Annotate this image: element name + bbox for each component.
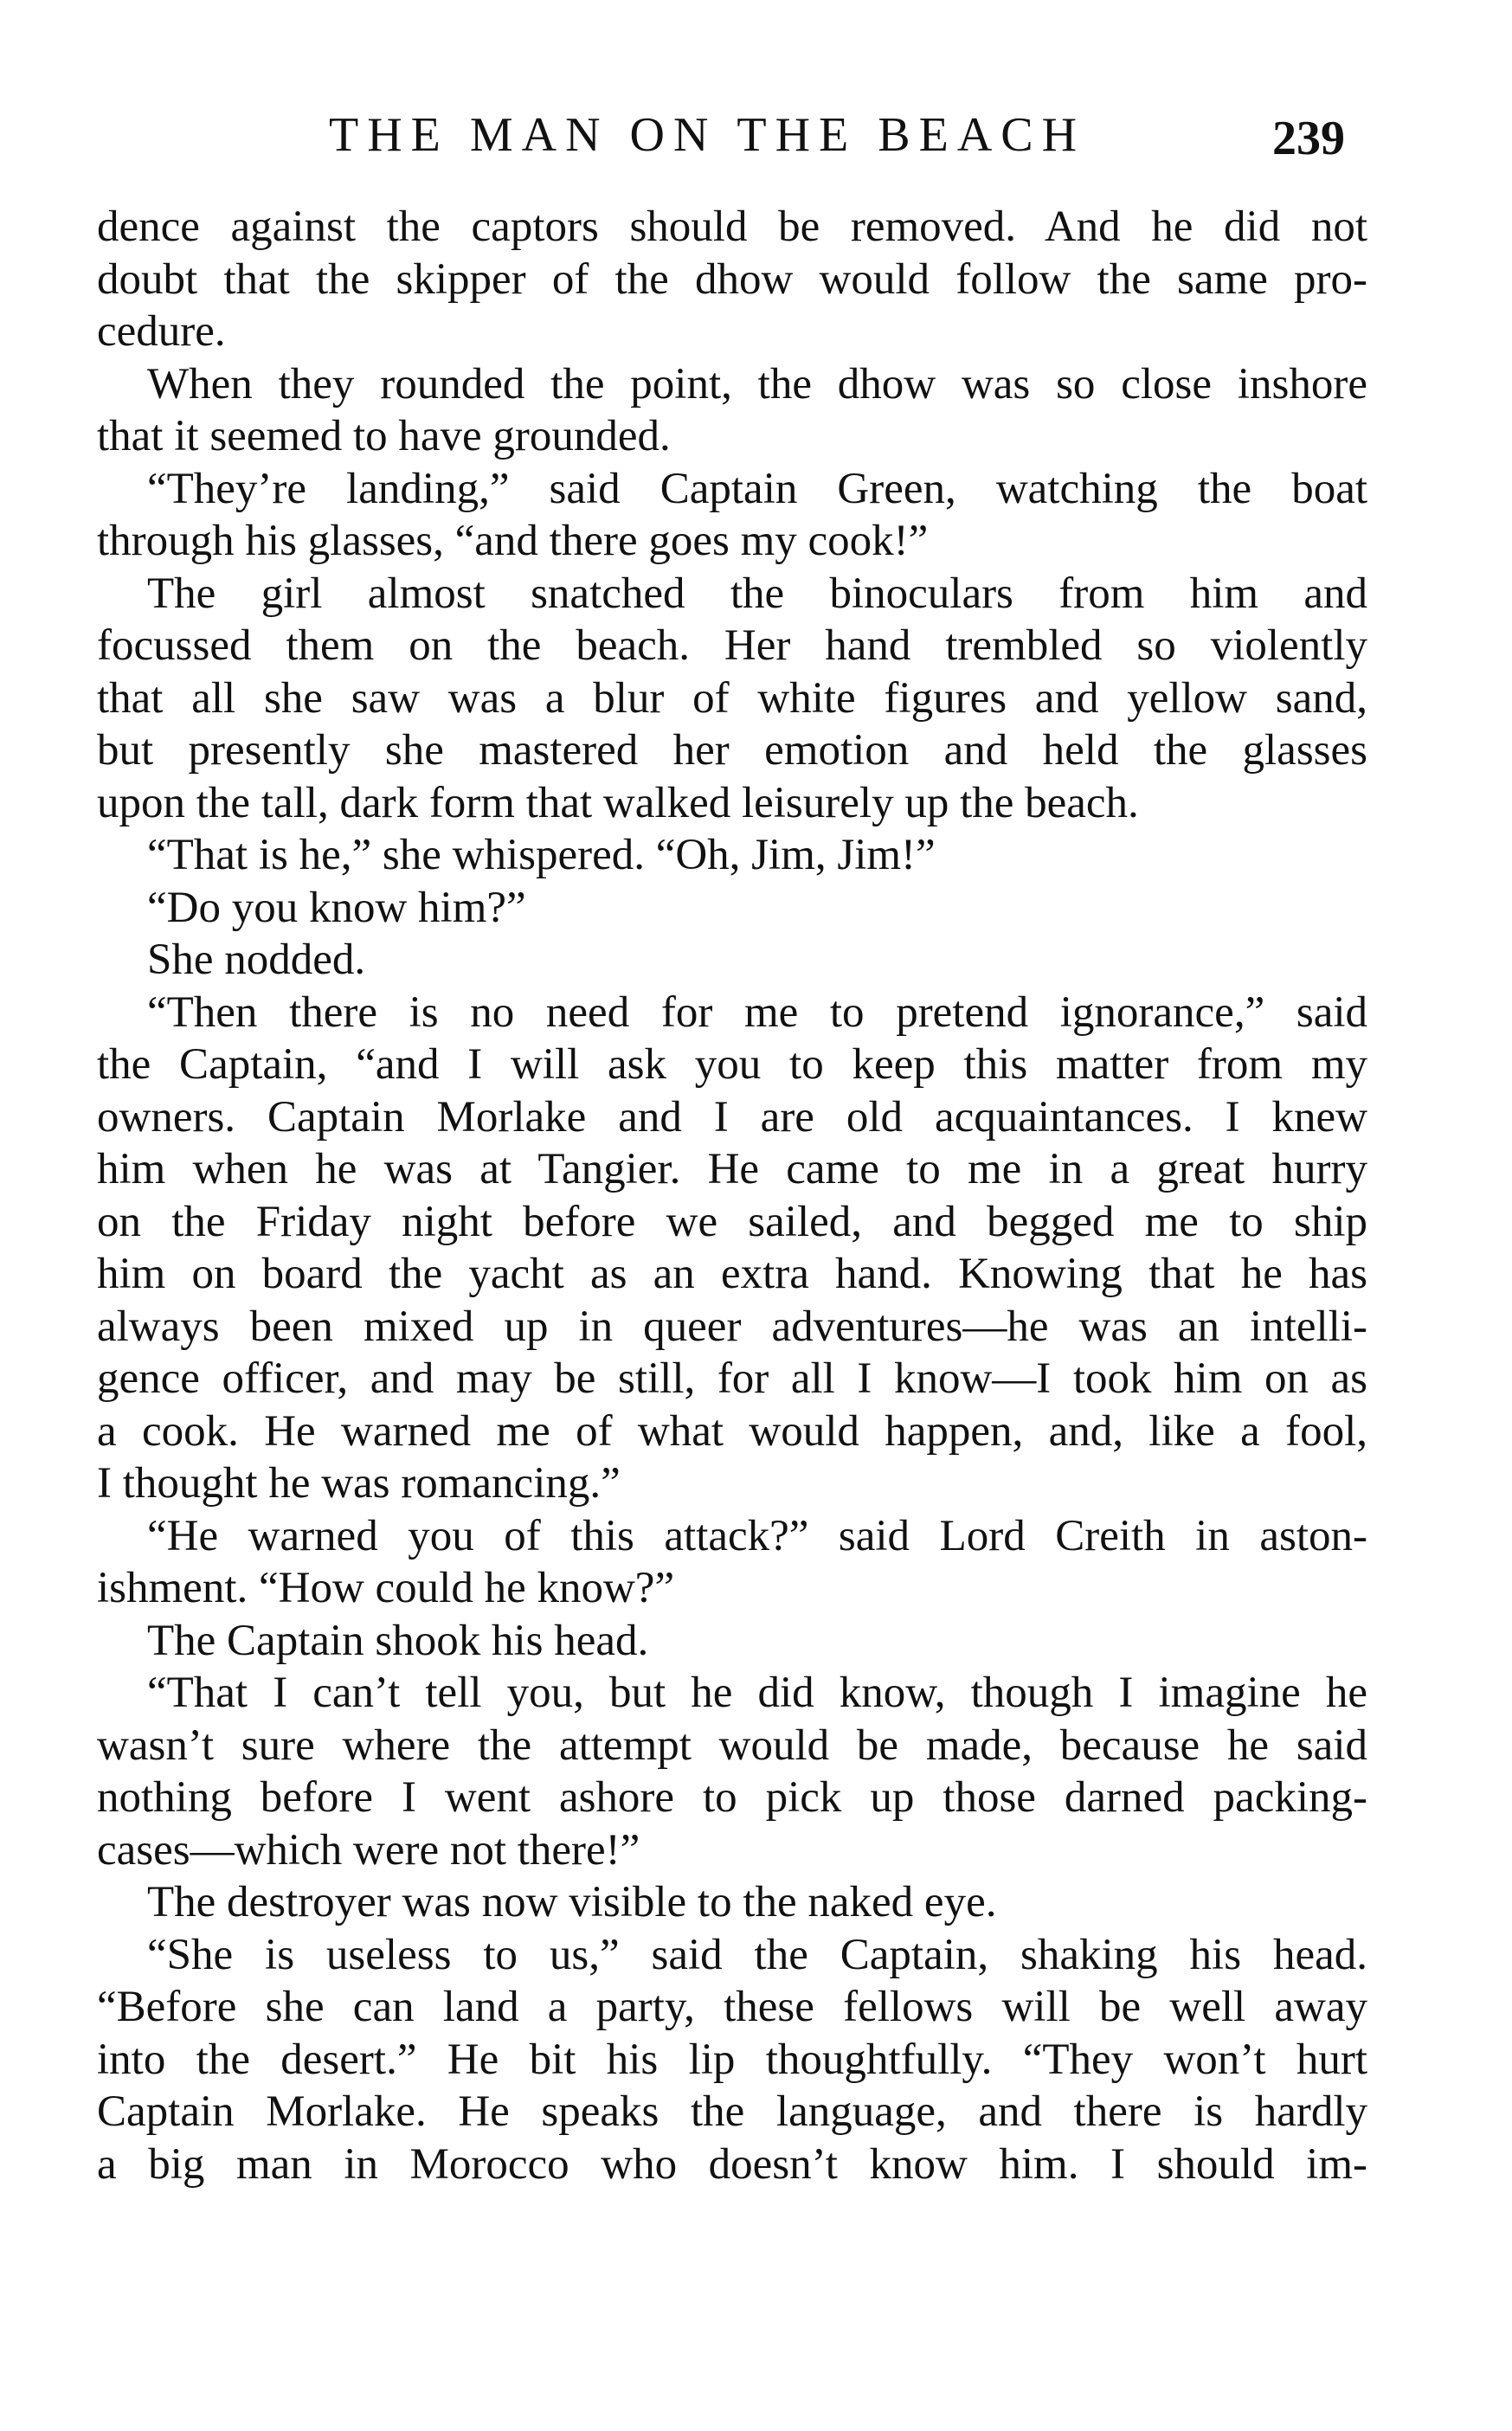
text-line: doubt that the skipper of the dhow would follow the same pro-: [97, 254, 1367, 304]
text-line: The girl almost snatched the binoculars from him and: [147, 569, 1367, 618]
text-line: but presently she mastered her emotion and held the glasses: [97, 726, 1367, 775]
text-line: dence against the captors should be removed. And he did not: [97, 203, 1367, 251]
text-line: The Captain shook his head.: [147, 1616, 649, 1665]
text-line: him when he was at Tangier. He came to me in a great hurry: [97, 1145, 1367, 1193]
body-text: [97, 201, 1367, 2190]
text-line: “Before she can land a party, these fellows will be well away: [97, 1983, 1367, 2031]
text-line: wasn’t sure where the attempt would be made, because he said: [97, 1720, 1367, 1770]
text-line: When they rounded the point, the dhow was so close inshore: [147, 359, 1367, 408]
text-line: a big man in Morocco who doesn’t know him. I should im-: [97, 2139, 1367, 2189]
text-line: ishment. “How could he know?”: [97, 1564, 675, 1612]
text-line: a cook. He warned me of what would happen, and, like a fool,: [97, 1406, 1367, 1456]
text-line: that all she saw was a blur of white figures and yellow sand,: [97, 673, 1367, 723]
text-line: cases—which were not there!”: [97, 1825, 640, 1875]
text-line: She nodded.: [147, 936, 366, 984]
text-line: owners. Captain Morlake and I are old acquaintances. I knew: [97, 1092, 1367, 1142]
text-line: upon the tall, dark form that walked leisurely up the beach.: [97, 778, 1139, 827]
text-line: “That I can’t tell you, but he did know, though I imagine he: [147, 1669, 1367, 1717]
text-line: “That is he,” she whispered. “Oh, Jim, Jim!”: [147, 831, 936, 879]
text-line: “Then there is no need for me to pretend ignorance,” said: [147, 987, 1367, 1037]
text-line: on the Friday night before we sailed, and begged me to ship: [97, 1197, 1367, 1246]
text-line: gence officer, and may be still, for all I know—I took him on as: [97, 1354, 1367, 1403]
text-line: always been mixed up in queer adventures—he was an intelli-: [97, 1302, 1367, 1351]
text-line: through his glasses, “and there goes my cook!”: [97, 517, 929, 565]
text-line: Captain Morlake. He speaks the language, and there is hardly: [97, 2087, 1367, 2136]
text-line: him on board the yacht as an extra hand. Knowing that he has: [97, 1250, 1367, 1298]
text-line: “Do you know him?”: [147, 883, 526, 932]
text-line: focussed them on the beach. Her hand trembled so violently: [97, 621, 1367, 670]
page-number: 239: [1272, 112, 1345, 165]
text-line: into the desert.” He bit his lip thoughtfully. “They won’t hurt: [97, 2035, 1367, 2084]
text-line: I thought he was romancing.”: [97, 1459, 621, 1508]
text-line: “He warned you of this attack?” said Lord Creith in aston-: [147, 1511, 1367, 1560]
text-line: that it seemed to have grounded.: [97, 412, 671, 460]
running-head-title: THE MAN ON THE BEACH: [329, 108, 1086, 162]
text-line: nothing before I went ashore to pick up those darned packing-: [97, 1773, 1367, 1822]
text-line: cedure.: [97, 307, 226, 356]
text-line: the Captain, “and I will ask you to keep this matter from my: [97, 1040, 1367, 1089]
text-line: “She is useless to us,” said the Captain, shaking his head.: [147, 1930, 1367, 1979]
text-line: The destroyer was now visible to the naked eye.: [147, 1878, 997, 1926]
text-line: “They’re landing,” said Captain Green, watching the boat: [147, 464, 1367, 513]
